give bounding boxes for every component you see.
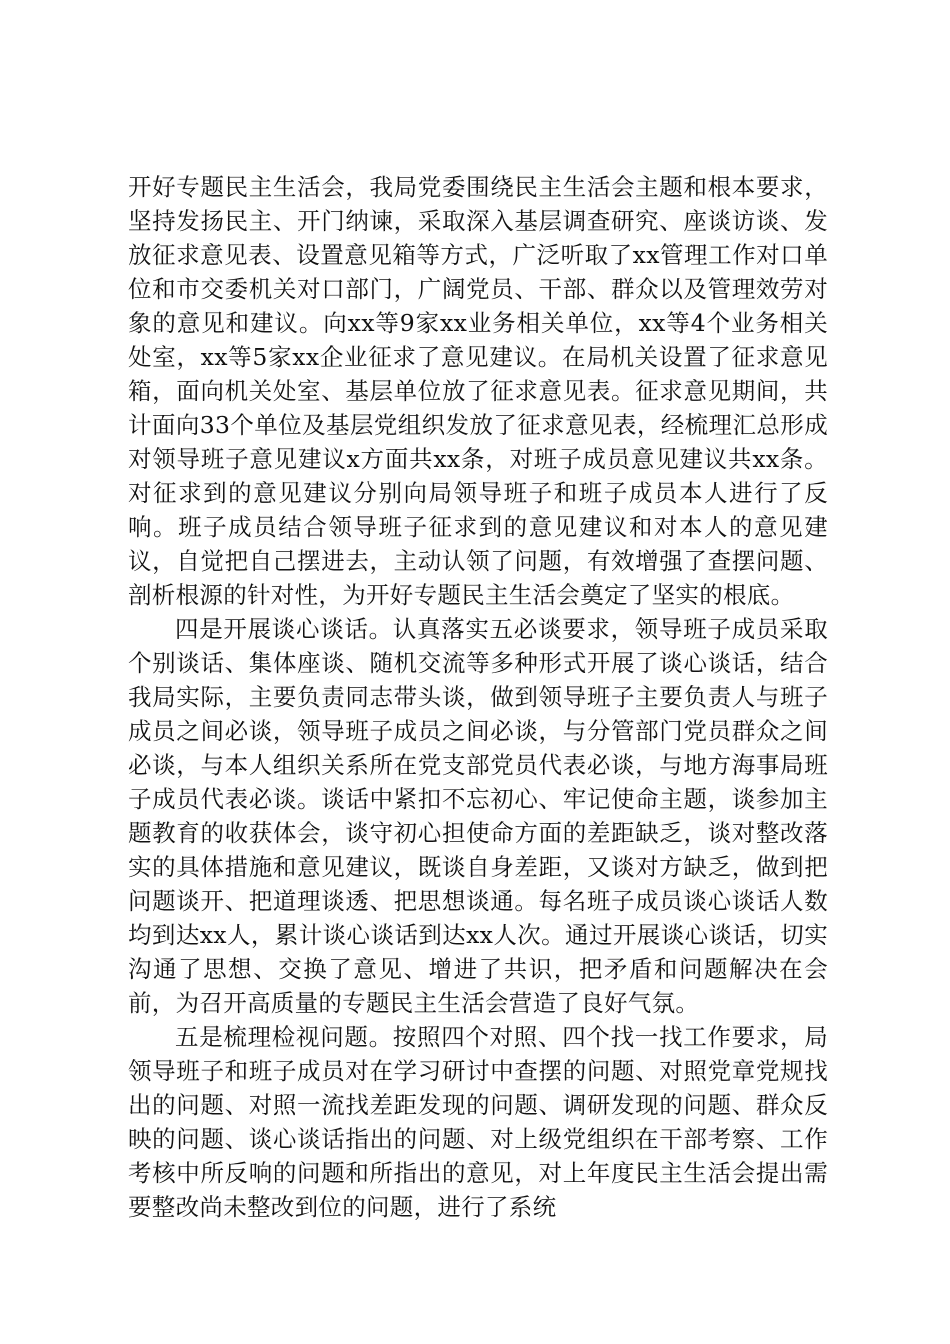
paragraph-1: 开好专题民主生活会，我局党委围绕民主生活会主题和根本要求，坚持发扬民主、开门纳谏，采取深入基层调查研究、座谈访谈、发放征求意见表、设置意见箱等方式，广泛听取了xx管理工作对口单位和市交委机关对口部门，广阔党员、干部、群众以及管理效劳对象的意见和建议。向xx等9家xx业务相关单位，xx等4个业务相关处室，xx等5家xx企业征求了意见建议。在局机关设置了征求意见箱，面向机关处室、基层单位放了征求意见表。征求意见期间，共计面向33个单位及基层党组织发放了征求意见表，经梳理汇总形成对领导班子意见建议x方面共xx条，对班子成员意见建议共xx条。对征求到的意见建议分别向局领导班子和班子成员本人进行了反响。班子成员结合领导班子征求到的意见建议和对本人的意见建议，自觉把自己摆进去，主动认领了问题，有效增强了查摆问题、剖析根源的针对性，为开好专题民主生活会奠定了坚实的根底。	[128, 173, 828, 609]
paragraph-2: 四是开展谈心谈话。认真落实五必谈要求，领导班子成员采取个别谈话、集体座谈、随机交流等多种形式开展了谈心谈话，结合我局实际，主要负责同志带头谈，做到领导班子主要负责人与班子成员之间必谈，领导班子成员之间必谈，与分管部门党员群众之间必谈，与本人组织关系所在党支部党员代表必谈，与地方海事局班子成员代表必谈。谈话中紧扣不忘初心、牢记使命主题，谈参加主题教育的收获体会，谈守初心担使命方面的差距缺乏，谈对整改落实的具体措施和意见建议，既谈自身差距，又谈对方缺乏，做到把问题谈开、把道理谈透、把思想谈通。每名班子成员谈心谈话人数均到达xx人，累计谈心谈话到达xx人次。通过开展谈心谈话，切实沟通了思想、交换了意见、增进了共识，把矛盾和问题解决在会前，为召开高质量的专题民主生活会营造了良好气氛。	[128, 615, 828, 1017]
paragraph-3: 五是梳理检视问题。按照四个对照、四个找一找工作要求，局领导班子和班子成员对在学习研讨中查摆的问题、对照党章党规找出的问题、对照一流找差距发现的问题、调研发现的问题、群众反映的问题、谈心谈话指出的问题、对上级党组织在干部考察、工作考核中所反响的问题和所指出的意见，对上年度民主生活会提出需要整改尚未整改到位的问题，进行了系统	[128, 1023, 828, 1221]
document-body	[128, 170, 828, 1224]
